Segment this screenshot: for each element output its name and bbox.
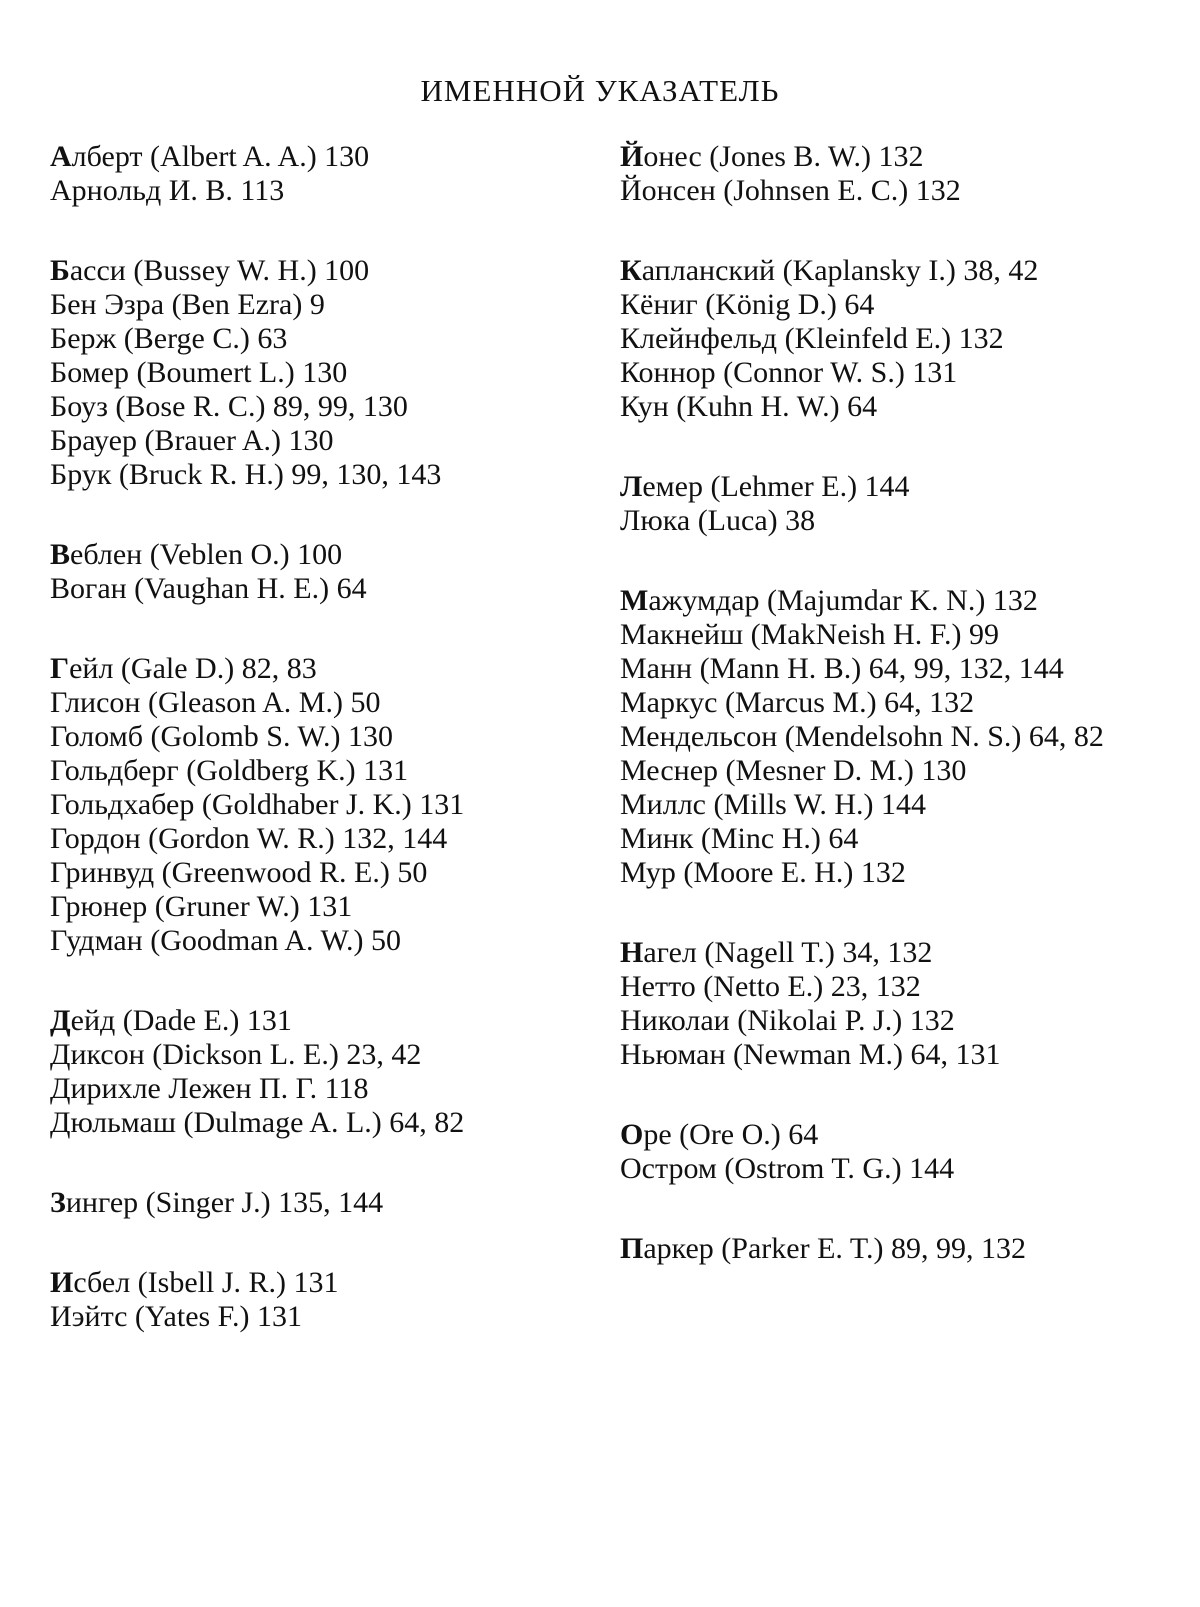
index-entry [50,1266,590,1300]
entry-text: ейл (Gale D.) 82, 83 [69,652,317,685]
index-entry [620,288,1145,322]
index-entry [50,458,590,492]
index-group-right_groups-2 [620,470,1145,538]
index-entry [620,754,1145,788]
index-entry [50,288,590,322]
index-group-left_groups-2 [50,538,590,606]
index-group-right_groups-5 [620,1118,1145,1186]
index-entry [50,754,590,788]
index-entry [50,1300,590,1334]
index-entry [620,254,1145,288]
entry-text: апланский (Kaplansky I.) 38, 42 [641,254,1039,287]
entry-text: Макнейш (MakNeish H. F.) 99 [620,618,999,651]
index-entry [620,856,1145,890]
entry-text: ре (Ore O.) 64 [643,1118,819,1151]
index-group-left_groups-4 [50,1004,590,1140]
index-entry [50,390,590,424]
entry-initial-letter: Г [50,652,70,685]
entry-text: Диксон (Dickson L. E.) 23, 42 [50,1038,422,1071]
entry-initial-letter: Б [50,254,70,287]
entry-initial-letter: А [50,140,72,173]
index-entry [50,424,590,458]
entry-text: Нетто (Netto E.) 23, 132 [620,970,921,1003]
entry-text: Кун (Kuhn H. W.) 64 [620,390,878,423]
entry-text: Мендельсон (Mendelsohn N. S.) 64, 82 [620,720,1104,753]
page-title: ИМЕННОЙ УКАЗАТЕЛЬ [420,72,780,108]
entry-text: Гордон (Gordon W. R.) 132, 144 [50,822,448,855]
entry-text: лберт (Albert A. A.) 130 [71,140,370,173]
index-entry [50,652,590,686]
entry-initial-letter: К [620,254,642,287]
index-entry [50,322,590,356]
index-entry [620,936,1145,970]
index-group-left_groups-1 [50,254,590,492]
entry-text: Гольдхабер (Goldhaber J. K.) 131 [50,788,465,821]
entry-text: Глисон (Gleason A. M.) 50 [50,686,381,719]
entry-initial-letter: М [620,584,649,617]
index-entry [50,140,590,174]
entry-initial-letter: П [620,1232,644,1265]
index-entry [50,1186,590,1220]
index-entry [620,788,1145,822]
index-group-left_groups-0 [50,140,590,208]
index-entry [620,322,1145,356]
entry-text: еблен (Veblen O.) 100 [70,538,343,571]
entry-initial-letter: В [50,538,71,571]
index-entry [620,390,1145,424]
entry-text: Дирихле Лежен П. Г. 118 [50,1072,369,1105]
entry-text: Коннор (Connor W. S.) 131 [620,356,958,389]
index-entry [620,618,1145,652]
entry-text: Мур (Moore E. H.) 132 [620,856,906,889]
entry-text: Дюльмаш (Dulmage A. L.) 64, 82 [50,1106,465,1139]
index-entry [50,572,590,606]
entry-initial-letter: Д [50,1004,71,1037]
entry-text: Йонсен (Johnsen E. C.) 132 [620,174,961,207]
entry-text: аркер (Parker E. T.) 89, 99, 132 [643,1232,1026,1265]
entry-text: Люка (Luca) 38 [620,504,816,537]
index-group-right_groups-6 [620,1232,1145,1266]
index-entry [620,1152,1145,1186]
index-group-right_groups-0 [620,140,1145,208]
entry-text: Бен Эзра (Ben Ezra) 9 [50,288,325,321]
entry-text: емер (Lehmer E.) 144 [642,470,910,503]
entry-text: ейд (Dade E.) 131 [70,1004,292,1037]
entry-text: Кёниг (König D.) 64 [620,288,875,321]
index-entry [50,924,590,958]
entry-text: Остром (Ostrom T. G.) 144 [620,1152,955,1185]
entry-text: Клейнфельд (Kleinfeld E.) 132 [620,322,1004,355]
index-group-right_groups-1 [620,254,1145,424]
index-entry [620,822,1145,856]
index-entry [620,140,1145,174]
entry-text: Иэйтс (Yates F.) 131 [50,1300,302,1333]
entry-text: ажумдар (Majumdar K. N.) 132 [648,584,1038,617]
index-entry [620,1232,1145,1266]
index-entry [50,822,590,856]
entry-text: Бомер (Boumert L.) 130 [50,356,348,389]
entry-text: Минк (Minc H.) 64 [620,822,859,855]
entry-initial-letter: Н [620,936,644,969]
entry-initial-letter: З [50,1186,66,1219]
index-entry [50,856,590,890]
index-group-right_groups-4 [620,936,1145,1072]
index-group-right_groups-3 [620,584,1145,890]
index-entry [620,1118,1145,1152]
index-entry [50,174,590,208]
index-entry [620,1004,1145,1038]
entry-text: асси (Bussey W. H.) 100 [69,254,370,287]
entry-text: Грюнер (Gruner W.) 131 [50,890,353,923]
index-group-left_groups-3 [50,652,590,958]
index-entry [620,470,1145,504]
index-entry [620,504,1145,538]
entry-initial-letter: Л [620,470,643,503]
index-entry [620,970,1145,1004]
index-entry [620,686,1145,720]
entry-text: сбел (Isbell J. R.) 131 [73,1266,339,1299]
index-group-left_groups-6 [50,1266,590,1334]
index-entry [50,720,590,754]
index-entry [50,1004,590,1038]
index-entry [50,890,590,924]
index-entry [50,1106,590,1140]
index-entry [50,1072,590,1106]
index-entry [620,584,1145,618]
entry-initial-letter: О [620,1118,644,1151]
index-column-left [50,140,590,1380]
entry-text: Ньюман (Newman M.) 64, 131 [620,1038,1001,1071]
entry-text: Воган (Vaughan H. E.) 64 [50,572,367,605]
entry-text: онес (Jones B. W.) 132 [643,140,924,173]
index-entry [50,788,590,822]
index-group-left_groups-5 [50,1186,590,1220]
entry-text: Гудман (Goodman A. W.) 50 [50,924,402,957]
entry-initial-letter: И [50,1266,74,1299]
index-entry [50,254,590,288]
entry-text: Меснер (Mesner D. M.) 130 [620,754,967,787]
entry-text: Боуз (Bose R. C.) 89, 99, 130 [50,390,408,423]
entry-text: Голомб (Golomb S. W.) 130 [50,720,393,753]
entry-text: Брауер (Brauer A.) 130 [50,424,334,457]
entry-text: агел (Nagell T.) 34, 132 [643,936,933,969]
entry-text: Брук (Bruck R. H.) 99, 130, 143 [50,458,442,491]
index-entry [50,686,590,720]
index-entry [620,174,1145,208]
entry-text: Маркус (Marcus M.) 64, 132 [620,686,975,719]
entry-text: Гринвуд (Greenwood R. E.) 50 [50,856,428,889]
entry-text: Арнольд И. В. 113 [50,174,285,207]
index-entry [620,1038,1145,1072]
index-entry [620,356,1145,390]
index-entry [50,1038,590,1072]
entry-text: Миллс (Mills W. H.) 144 [620,788,927,821]
index-entry [50,356,590,390]
entry-initial-letter: Й [620,140,644,173]
index-entry [620,652,1145,686]
entry-text: Берж (Berge C.) 63 [50,322,288,355]
entry-text: Николаи (Nikolai P. J.) 132 [620,1004,955,1037]
index-column-right [620,140,1145,1312]
entry-text: ингер (Singer J.) 135, 144 [65,1186,384,1219]
index-entry [620,720,1145,754]
entry-text: Гольдберг (Goldberg K.) 131 [50,754,409,787]
index-entry [50,538,590,572]
entry-text: Манн (Mann H. B.) 64, 99, 132, 144 [620,652,1064,685]
